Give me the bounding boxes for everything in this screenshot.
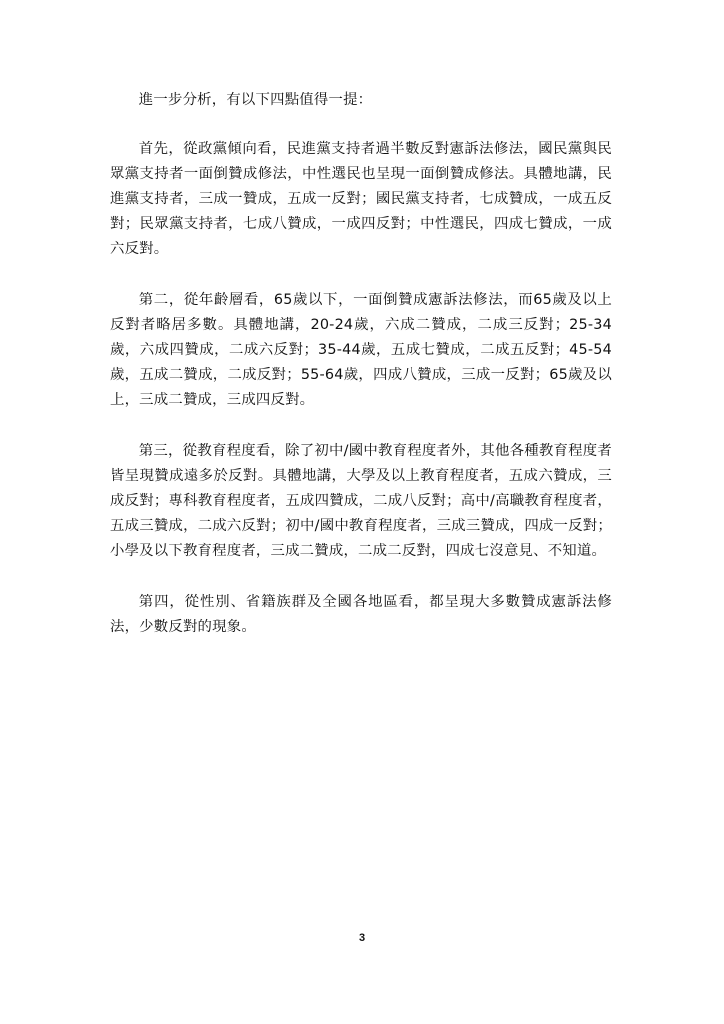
paragraph-party: 首先，從政黨傾向看，民進黨支持者過半數反對憲訴法修法，國民黨與民眾黨支持者一面倒贊成修法，中性選民也呈現一面倒贊成修法。具體地講，民進黨支持者，三成一贊成，五成一反對；國民黨支持者，七成贊成，一成五反對；民眾黨支持者，七成八贊成，一成四反對；中性選民，四成七贊成，一成六反對。: [110, 141, 612, 257]
document-body: [110, 88, 612, 666]
paragraph-education: 第三，從教育程度看，除了初中/國中教育程度者外，其他各種教育程度者皆呈現贊成遠多於反對。具體地講，大學及以上教育程度者，五成六贊成，三成反對；專科教育程度者，五成四贊成，二成八反對；高中/高職教育程度者，五成三贊成，二成六反對；初中/國中教育程度者，三成三贊成，四成一反對；小學及以下教育程度者，三成二贊成，二成二反對，四成七沒意見、不知道。: [110, 443, 612, 559]
paragraph-age: 第二，從年齡層看，65歲以下，一面倒贊成憲訴法修法，而65歲及以上反對者略居多數。具體地講，20-24歲，六成二贊成，二成三反對；25-34歲，六成四贊成，二成六反對；35-44歲，五成七贊成，二成五反對；45-54歲，五成二贊成，二成反對；55-64歲，四成八贊成，三成一反對；65歲及以上，三成二贊成，三成四反對。: [110, 292, 612, 408]
intro-paragraph: 進一步分析，有以下四點值得一提：: [138, 92, 373, 108]
paragraph-gender-region: 第四，從性別、省籍族群及全國各地區看，都呈現大多數贊成憲訴法修法，少數反對的現象。: [110, 594, 612, 635]
page-number: 3: [358, 932, 366, 944]
